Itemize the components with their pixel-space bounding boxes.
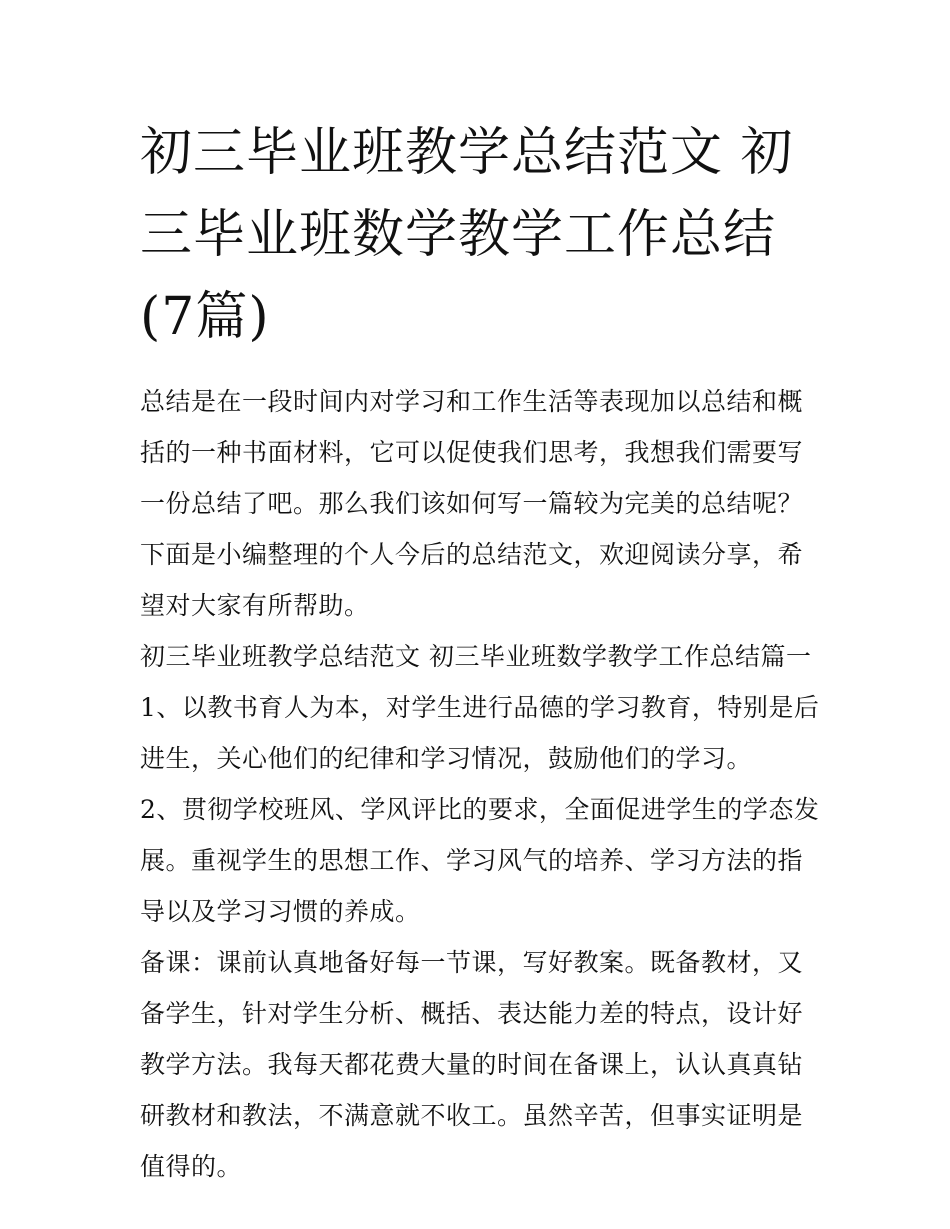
document-content <box>140 112 820 1192</box>
body-paragraph-3: 备课：课前认真地备好每一节课，写好教案。既备教材，又备学生，针对学生分析、概括、表达能力差的特点，设计好教学方法。我每天都花费大量的时间在备课上，认认真真钻研教材和教法，不满意就不收工。虽然辛苦，但事实证明是值得的。 <box>140 948 804 1181</box>
section-heading: 初三毕业班教学总结范文 初三毕业班数学教学工作总结篇一 <box>140 642 812 671</box>
body-paragraph-1: 1、以教书育人为本，对学生进行品德的学习教育，特别是后进生，关心他们的纪律和学习情况，鼓励他们的学习。 <box>140 693 820 773</box>
body-paragraph-2: 2、贯彻学校班风、学风评比的要求，全面促进学生的学态发展。重视学生的思想工作、学习风气的培养、学习方法的指导以及学习习惯的养成。 <box>140 795 820 926</box>
document-body <box>140 376 820 1192</box>
document-title: 初三毕业班教学总结范文 初三毕业班数学教学工作总结(7篇) <box>140 123 794 347</box>
intro-paragraph: 总结是在一段时间内对学习和工作生活等表现加以总结和概括的一种书面材料，它可以促使我们思考，我想我们需要写一份总结了吧。那么我们该如何写一篇较为完美的总结呢？下面是小编整理的个人今后的总结范文，欢迎阅读分享，希望对大家有所帮助。 <box>140 387 804 620</box>
